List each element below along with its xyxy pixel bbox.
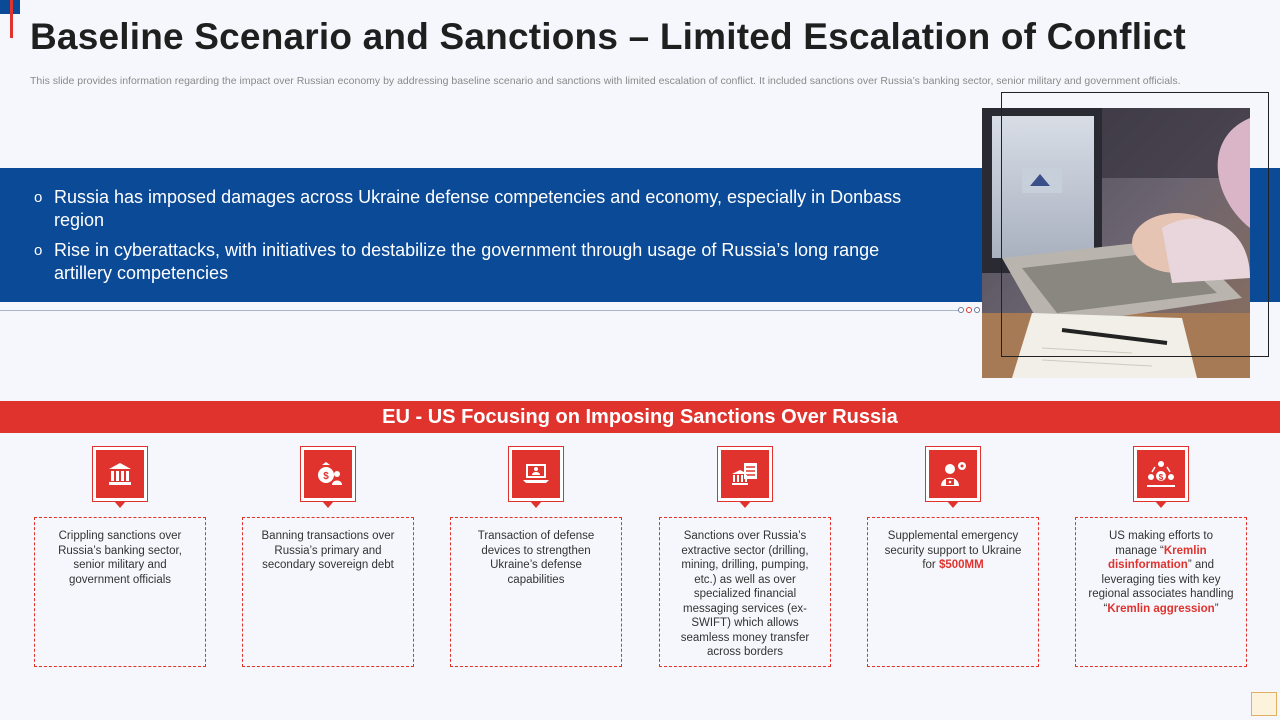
page-marker xyxy=(1251,692,1277,716)
security-user-icon xyxy=(938,460,968,488)
card-text-segment: Banning transactions over Russia’s primary and secondary sovereign debt xyxy=(261,530,395,571)
bank-icon xyxy=(106,460,134,488)
bullet-marker: o xyxy=(34,189,43,206)
card-text xyxy=(34,517,206,667)
card-text xyxy=(242,517,414,667)
sanction-card xyxy=(1075,446,1247,668)
card-icon-box xyxy=(717,446,773,502)
slide-subtitle: This slide provides information regarding the impact over Russian economy by addressing baseline scenario and sanctions with limited escalation of conflict. It included sanctions over Russia’s banking sector, senior military and government officials. xyxy=(30,75,1181,87)
card-text-segment: Sanctions over Russia’s extractive sector (drilling, mining, drilling, pumping, etc.) as well as over specialized financial messaging services (ex-SWIFT) which allows seamless money transfer across borders xyxy=(680,530,810,658)
card-icon-box xyxy=(1133,446,1189,502)
laptop-user-icon xyxy=(521,461,551,487)
pointer-arrow xyxy=(530,501,542,508)
bullet-marker: o xyxy=(34,242,43,259)
card-text-segment: Transaction of defense devices to strengthen Ukraine’s defense capabilities xyxy=(477,530,595,586)
pointer-arrow xyxy=(322,501,334,508)
bullet-text: Rise in cyberattacks, with initiatives to destabilize the government through usage of Russia’s long range artillery competencies xyxy=(54,240,880,283)
card-text xyxy=(450,517,622,667)
bullet-item xyxy=(34,239,934,285)
card-icon-box xyxy=(925,446,981,502)
decorative-dots xyxy=(958,307,980,313)
card-text xyxy=(659,517,831,667)
sanction-card xyxy=(242,446,414,668)
sanction-card xyxy=(659,446,831,668)
network-dollar-icon xyxy=(1146,459,1176,489)
dot-icon xyxy=(974,307,980,313)
card-text-segment: ” and leveraging ties with key regional associates handling “ xyxy=(1088,559,1234,615)
sanctions-banner: EU - US Focusing on Imposing Sanctions Over Russia xyxy=(0,401,1280,433)
card-icon-box xyxy=(300,446,356,502)
divider-line xyxy=(0,310,960,311)
pointer-arrow xyxy=(947,501,959,508)
bank-document-icon xyxy=(730,460,760,488)
dot-icon xyxy=(958,307,964,313)
card-text-segment: Supplemental emergency security support to Ukraine for xyxy=(884,530,1022,571)
sanction-card xyxy=(450,446,622,668)
svg-text:$: $ xyxy=(323,471,329,482)
photo-frame xyxy=(1001,92,1269,357)
card-text xyxy=(1075,517,1247,667)
bullet-list xyxy=(34,186,934,292)
corner-accent-red xyxy=(10,0,13,38)
card-highlight: Kremlin disinformation xyxy=(1107,544,1207,571)
card-icon-box xyxy=(92,446,148,502)
card-text-segment: Crippling sanctions over Russia’s banking sector, senior military and government officials xyxy=(58,530,182,586)
sanction-card xyxy=(867,446,1039,668)
sanction-card xyxy=(34,446,206,668)
money-bag-user-icon xyxy=(313,459,343,489)
card-text-segment: ” xyxy=(1214,602,1219,615)
card-text-segment: US making efforts to manage “ xyxy=(1109,530,1213,557)
bullet-text: Russia has imposed damages across Ukraine defense competencies and economy, especially in Donbass region xyxy=(54,187,902,230)
svg-text:$: $ xyxy=(1158,473,1164,482)
pointer-arrow xyxy=(114,501,126,508)
card-highlight: $500MM xyxy=(938,559,984,571)
card-icon-box xyxy=(508,446,564,502)
pointer-arrow xyxy=(1155,501,1167,508)
dot-icon xyxy=(966,307,972,313)
pointer-arrow xyxy=(739,501,751,508)
card-text xyxy=(867,517,1039,667)
bullet-item xyxy=(34,186,934,232)
slide-title: Baseline Scenario and Sanctions – Limited Escalation of Conflict xyxy=(30,16,1186,57)
card-highlight: Kremlin aggression xyxy=(1107,602,1215,615)
